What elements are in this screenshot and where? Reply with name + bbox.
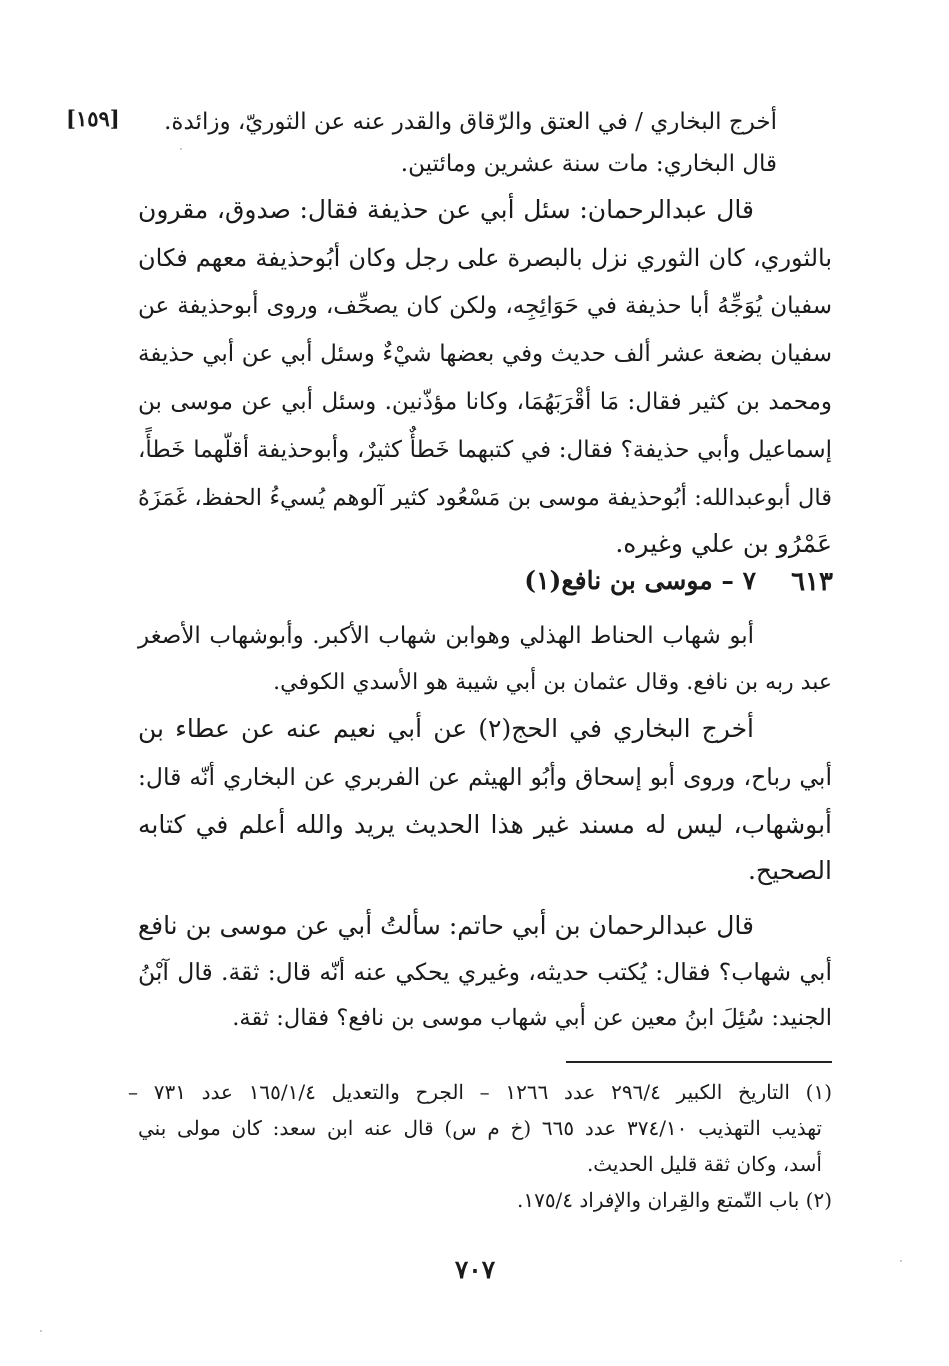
footnote-separator [566, 1061, 832, 1063]
entry-number: ٦١٣ [791, 567, 833, 597]
marginal-reference: [١٥٩] [66, 106, 120, 131]
page-number: ٧٠٧ [454, 1255, 496, 1284]
body-line: أخرج البخاري في الحج(٢) عن أبي نعيم عنه عن عطاء بن [138, 714, 754, 743]
body-line: أبي رباح، وروى أبو إسحاق وأبُو الهيثم عن الفربري عن البخاري أنّه قال: [138, 763, 832, 791]
body-line: قال البخاري: مات سنة عشرين ومائتين. [400, 151, 777, 177]
body-line: أبوشهاب، ليس له مسند غير هذا الحديث يريد والله أعلم في كتابه [138, 810, 832, 839]
footnote-line: تهذيب التهذيب ٣٧٤/١٠ عدد ٦٦٥ (خ م س) قال عنه ابن سعد: كان مولى بني [138, 1116, 822, 1140]
entry-title: ٧ – موسى بن نافع(١) [524, 566, 756, 595]
body-line: قال عبدالرحمان: سئل أبي عن حذيفة فقال: صدوق، مقرون [138, 195, 754, 224]
body-line: عبد ربه بن نافع. وقال عثمان بن أبي شيبة هو الأسدي الكوفي. [273, 670, 832, 695]
body-line: سفيان يُوَجِّهُ أبا حذيفة في حَوَائِجِه، ولكن كان يصحِّف، وروى أبوحذيفة عن [138, 293, 832, 319]
footnote-line: (١) التاريخ الكبير ٢٩٦/٤ عدد ١٢٦٦ – الجرح والتعديل ١٦٥/١/٤ عدد ٧٣١ – [128, 1080, 833, 1104]
body-line: أبي شهاب؟ فقال: يُكتب حديثه، وغيري يحكي عنه أنّه قال: ثقة. قال آبْنُ [138, 958, 832, 986]
body-line: قال أبوعبدالله: أبُوحذيفة موسى بن مَسْعُود كثير آلوهم يُسيءُ الحفظ، غَمَزَهُ [138, 485, 832, 511]
body-line: عَمْرُو بن علي وغيره. [615, 529, 832, 558]
body-line: بالثوري، كان الثوري نزل بالبصرة على رجل وكان أبُوحذيفة معهم فكان [138, 244, 832, 272]
scan-speck [180, 148, 182, 150]
scan-speck [900, 1260, 902, 1262]
body-line: الصحيح. [747, 856, 832, 885]
body-line: الجنيد: سُئِلَ ابنُ معين عن أبي شهاب موسى بن نافع؟ فقال: ثقة. [232, 1005, 832, 1031]
body-line: أخرج البخاري / في العتق والرّقاق والقدر عنه عن الثوريّ، وزائدة. [164, 109, 777, 135]
footnote-line: (٢) باب التّمتع والقِران والإفراد ١٧٥/٤. [516, 1188, 832, 1212]
footnote-line: أسد، وكان ثقة قليل الحديث. [586, 1152, 822, 1176]
body-line: سفيان بضعة عشر ألف حديث وفي بعضها شيْءٌ وسئل أبي عن أبي حذيفة [138, 341, 832, 367]
body-line: أبو شهاب الحناط الهذلي وهوابن شهاب الأكبر. وأبوشهاب الأصغر [138, 623, 754, 649]
body-line: قال عبدالرحمان بن أبي حاتم: سألتُ أبي عن موسى بن نافع [137, 911, 754, 940]
body-line: ومحمد بن كثير فقال: مَا أقْرَبَهُمَا، وكانا مؤذّنين. وسئل أبي عن موسى بن [138, 389, 832, 415]
scan-speck [40, 1330, 42, 1332]
body-line: إسماعيل وأبي حذيفة؟ فقال: في كتبهما خَطأٌ كثيرٌ، وأبوحذيفة أقلّهما خَطأً، [138, 437, 832, 463]
